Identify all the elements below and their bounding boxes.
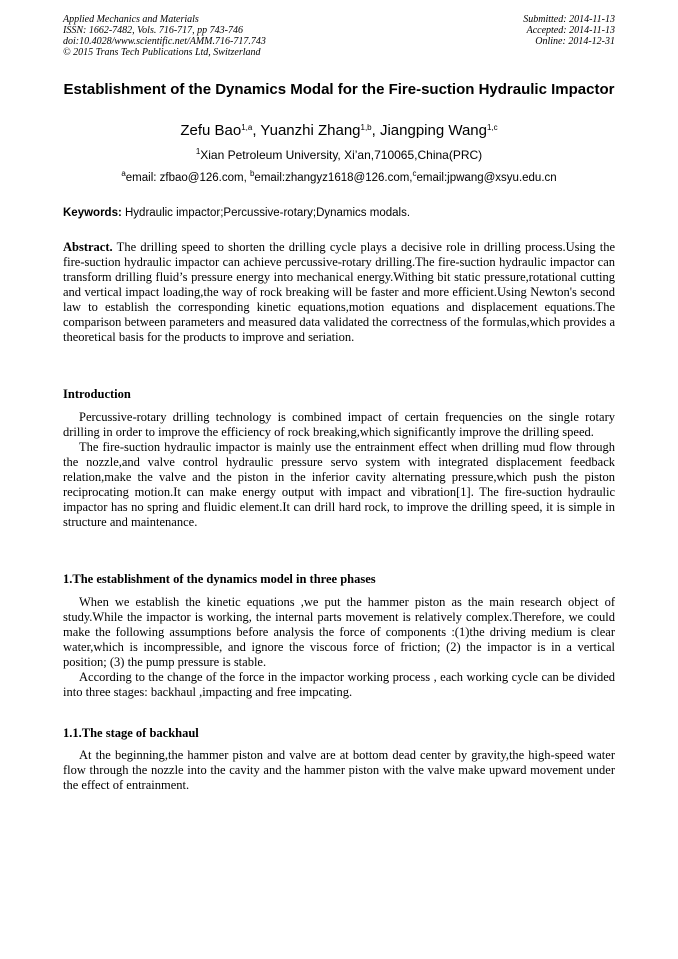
email-mark: a [121, 169, 126, 178]
journal-name: Applied Mechanics and Materials [63, 14, 199, 25]
paragraph: When we establish the kinetic equations ,we put the hammer piston as the main research object of study.While the impactor is working, the internal parts movement is relatively complex.Therefore, we could make the following assumptions before analysis the force of components :(1)the driving medium is clear water,which is incompressible, and ignore the viscous force of friction; (2) the impactor is in a vertical position; (3) the pump pressure is stable. [63, 595, 615, 669]
paragraph: Percussive-rotary drilling technology is combined impact of certain frequencies on the single rotary drilling in order to improve the efficiency of rock breaking,which significantly improve the drilling speed. [63, 410, 615, 439]
journal-info [63, 14, 266, 58]
introduction-body [63, 410, 615, 530]
keywords [63, 206, 615, 221]
submitted-date: Submitted: 2014-11-13 [523, 14, 615, 25]
author-affiliation-mark: 1,c [486, 123, 498, 132]
accepted-date: Accepted: 2014-11-13 [526, 25, 615, 36]
paragraph: According to the change of the force in the impactor working process , each working cycle can be divided into three stages: backhaul ,impacting and free impcating. [63, 670, 615, 699]
author-affiliation-mark: 1,b [360, 123, 372, 132]
paragraph: The fire-suction hydraulic impactor is mainly use the entrainment effect when drilling mud flow through the nozzle,and valve control hydraulic pressure servo system with integrated displacement feedback relation,make the valve and the piston in the inferior cavity alternating pressure,which push the piston reciprocating motion.It can make energy output with impact and vibration[1]. The fire-suction hydraulic impactor has no spring and fluidic element.It can drill hard rock, to improve the drilling speed, it is simple in structure and maintenance. [63, 440, 615, 529]
paragraph: At the beginning,the hammer piston and valve are at bottom dead center by gravity,the high-speed water flow through the nozzle into the cavity and the hammer piston with the valve make upward movement under the effect of entrainment. [63, 748, 615, 792]
email-link[interactable]: email:jpwang@xsyu.edu.cn [416, 172, 557, 184]
author-name: Yuanzhi Zhang [260, 122, 361, 139]
section-heading-backhaul: 1.1.The stage of backhaul [63, 726, 199, 740]
section-heading-dynamics-model: 1.The establishment of the dynamics model in three phases [63, 572, 376, 586]
affiliation-text: Xian Petroleum University, Xi’an,710065,China(PRC) [200, 148, 483, 162]
keywords-label: Keywords: [63, 207, 122, 219]
affiliation [63, 148, 615, 163]
author-name: Jiangping Wang [379, 122, 487, 139]
author-name: Zefu Bao [180, 122, 242, 139]
journal-copyright: © 2015 Trans Tech Publications Ltd, Switzerland [63, 47, 261, 58]
section-heading-introduction: Introduction [63, 387, 131, 401]
journal-issn: ISSN: 1662-7482, Vols. 716-717, pp 743-746 [63, 25, 243, 36]
journal-doi: doi:10.4028/www.scientific.net/AMM.716-717.743 [63, 36, 266, 47]
online-date: Online: 2014-12-31 [535, 36, 615, 47]
author-list: Zefu Bao$^{1,a}$, Yuanzhi Zhang$^{1,b}$, Jiangping Wang$^{1,c}$ [180, 122, 498, 139]
abstract [63, 240, 615, 345]
backhaul-body [63, 748, 615, 793]
email-mark: b [249, 169, 255, 178]
author-affiliation-mark: 1,a [241, 123, 253, 132]
submission-dates [523, 14, 615, 47]
abstract-label: Abstract. [63, 240, 113, 254]
dynamics-model-body [63, 595, 615, 700]
paper-title: Establishment of the Dynamics Modal for the Fire-suction Hydraulic Impactor [63, 81, 615, 98]
email-link[interactable]: email:zhangyz1618@126.com, [254, 172, 413, 184]
email-mark: c [412, 169, 417, 178]
affiliation-mark: 1 [195, 147, 201, 156]
keywords-text: Hydraulic impactor;Percussive-rotary;Dynamics modals. [121, 207, 411, 219]
email-list [63, 171, 615, 186]
abstract-text: The drilling speed to shorten the drilling cycle plays a decisive role in drilling process.Using the fire-suction hydraulic impactor can achieve percussive-rotary drilling.The fire-suction hydraulic impactor can transform drilling fluid’s pressure energy into mechanical energy.Withing bit static pressure,rotational cutting and vertical impact loading,the way of rock breaking will be faster and more efficient.Using Newton's second law to establish the corresponding kinetic equations,motion equations and displacement equations.The comparison between parameters and measured data validated the correctness of the formulas,which provides a theoretical basis for the products to improve and seriation. [63, 240, 615, 344]
email-link[interactable]: email: zfbao@126.com, [125, 172, 250, 184]
